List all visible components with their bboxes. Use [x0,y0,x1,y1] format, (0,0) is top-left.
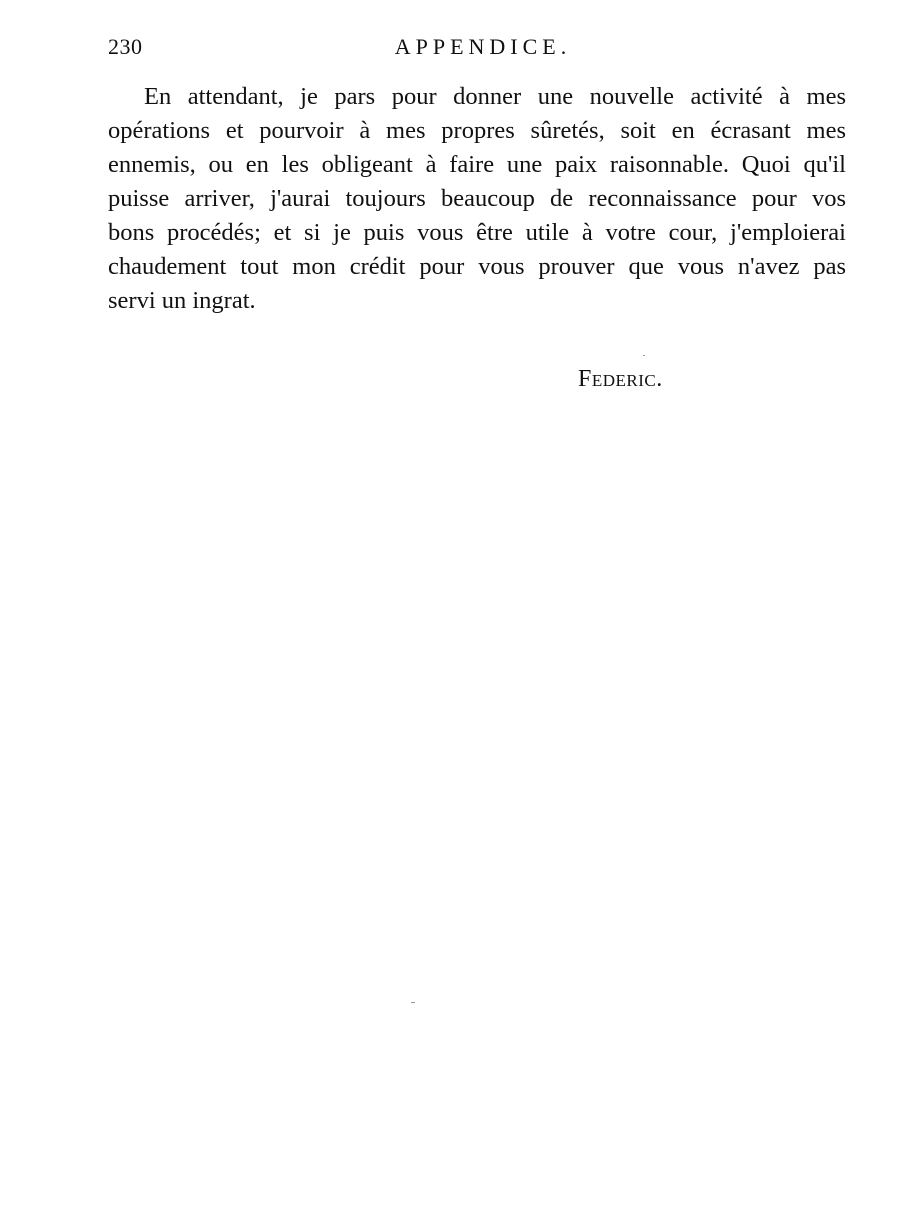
paragraph-line: bons procédés; et si je puis vous être utile à votre cour, j'emploierai [108,219,846,246]
running-title: APPENDICE. [394,34,572,59]
paragraph-line: chaudement tout mon crédit pour vous prouver que vous n'avez pas [108,253,846,280]
paragraph-line: servi un ingrat. [108,287,256,314]
paragraph-line: ennemis, ou en les obligeant à faire une paix raisonnable. Quoi qu'il [108,151,846,178]
page-number: 230 [108,34,143,59]
paper-speck [411,1002,415,1003]
paragraph-line: puisse arriver, j'aurai toujours beaucoup de reconnaissance pour vos [108,185,846,212]
paper-speck [643,355,645,356]
running-head [108,34,846,66]
signature-name: Federic. [578,366,663,392]
letter-paragraph [108,80,846,318]
paragraph-line: opérations et pourvoir à mes propres sûretés, soit en écrasant mes [108,117,846,144]
signature [578,366,663,393]
paragraph-line: En attendant, je pars pour donner une nouvelle activité à mes [144,83,846,110]
